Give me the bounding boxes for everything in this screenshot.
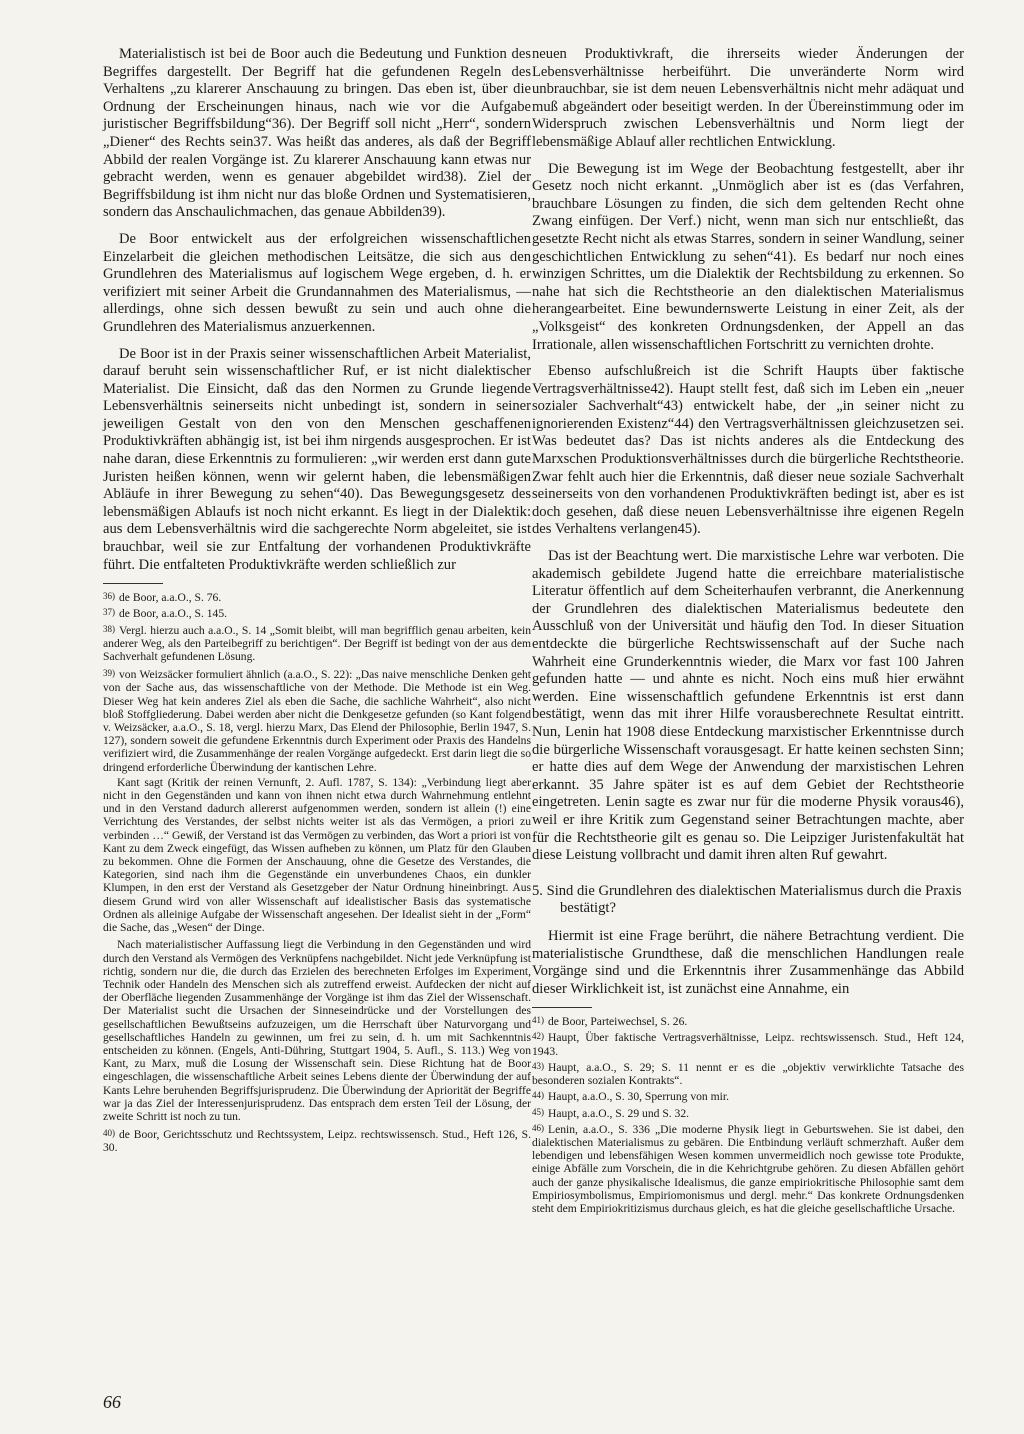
footnote (532, 1089, 964, 1103)
footnote-mark: 45) (532, 1106, 544, 1117)
footnote-mark: 42) (532, 1031, 544, 1042)
footnote (532, 1060, 964, 1087)
right-column (532, 46, 964, 1217)
footnote-text: de Boor, Parteiwechsel, S. 26. (548, 1015, 688, 1029)
footnote-mark: 38) (103, 623, 115, 634)
footnote-mark: 46) (532, 1122, 544, 1133)
paragraph: De Boor ist in der Praxis seiner wissenschaftlichen Arbeit Materialist, darauf beruht sein wissenschaftlicher Ruf, er ist nicht dialektischer Materialist. Die Einsicht, daß das den Normen zu Grunde liegende Lebensverhältnis seinerseits nicht unbedingt ist, sondern in seiner jeweiligen Gestalt von den von den Menschen geschaffenen Produktivkräften abhängig ist, ist bei ihm nirgends ausgesprochen. Er ist nahe daran, diese Erkenntnis zu formulieren: „wir werden erst dann gute Juristen heißen können, wenn wir gelernt haben, die lebensmäßigen Abläufe in ihrer Bewegung zu sehen“40). Das Bewegungsgesetz des lebensmäßigen Ablaufs ist noch nicht erkannt. Es liegt in der Dialektik: aus dem Lebensverhältnis wird die sachgerechte Norm abgeleitet, sie ist brauchbar, weil sie zur Entfaltung der vorhandenen Produktivkräfte führt. Die entfalteten Produktivkräfte werden schließlich zur (103, 345, 531, 573)
footnote (532, 1030, 964, 1057)
footnote (103, 667, 531, 774)
footnote-mark: 41) (532, 1015, 544, 1026)
footnote-text: de Boor, a.a.O., S. 145. (119, 607, 228, 621)
footnote (532, 1122, 964, 1215)
footnote-paragraph: Nach materialistischer Auffassung liegt die Verbindung in den Gegenständen und wird durch den Verstand als Vermögen des Verknüpfens nachgebildet. Nicht jede Verknüpfung ist richtig, sondern nur die, die durch das Erzielen des berechneten Erfolges im Experiment, Technik oder Handeln des Menschen sich als zutreffend erweist. Aufdecken der nicht auf der Oberfläche liegenden Zusammenhänge der Vorgänge ist ihm das Ziel der Wissenschaft. Der Materialist sucht die Ursachen der Sinneseindrücke und der Vorstellungen des gesellschaftlichen Bewußtseins aufzuzeigen, um die Herrschaft über Naturvorgang und gesellschaftliches Handeln zu gewinnen, um frei zu sein, d. h. um mit Sachkenntnis entscheiden zu können. (Engels, Anti-Dühring, Stuttgart 1904, 5. Aufl., S. 113.) Weg von Kant, zu Marx, muß die Losung der Wissenschaft sein. Diese Richtung hat de Boor eingeschlagen, die wissenschaftliche Arbeit seines Lebens diente der Überwindung der auf Kants Lehre beruhenden Begriffsjurisprudenz. Die Überwindung der Apriorität der Begriffe war ja das Ziel der Interessenjurisprudenz. Das entsprach dem ersten Teil der Lösung, der zweite Schritt ist noch zu tun. (103, 938, 532, 1123)
page-number: 66 (103, 1392, 121, 1412)
left-column (103, 46, 531, 1157)
footnote-divider (532, 1007, 592, 1008)
footnote-text: Haupt, a.a.O., S. 29 und S. 32. (548, 1106, 690, 1120)
footnote (103, 623, 531, 664)
paragraph: Das ist der Beachtung wert. Die marxistische Lehre war verboten. Die akademisch gebildete Jugend hatte die erreichbare materialistische Literatur öffentlich auf dem Scheiterhaufen verbrannt, die Anerkennung der Grundlehren des dialektischen Materialismus bedeutete den Ausschluß von der Universität und häufig den Tod. In dieser Situation entdeckte die bürgerliche Rechtswissenschaft auf der Suche nach Wahrheit eine Grunderkenntnis wieder, die Marx vor fast 100 Jahren gefunden hatte — und ahnte es nicht. Noch eins muß hier erwähnt werden. Eine wissenschaftlich gefundene Erkenntnis ist erst dann bestätigt, wenn das mit ihrer Hilfe vorausberechnete Resultat eintritt. Nun, Lenin hat 1908 diese Entdeckung marxistischer Erkenntnisse durch die bürgerliche Wissenschaft vorausgesagt. Er hatte keinen sechsten Sinn; er hatte dies auf dem Wege der Anwendung der marxistischen Lehren erkannt. 35 Jahre später ist es auf dem Gebiet der Rechtstheorie eingetreten. Lenin sagte es zwar nur für die moderne Physik voraus46), weil er ihre Kritik zum Gegenstand seiner Betrachtungen machte, aber für die Rechtstheorie gilt es genau so. Die Leipziger Juristenfakultät hat diese Leistung vollbracht und damit ihren alten Ruf gewahrt. (532, 548, 964, 864)
footnote-mark: 39) (103, 668, 115, 679)
footnote-text: Vergl. hierzu auch a.a.O., S. 14 „Somit bleibt, will man begrifflich genau arbeiten, kein anderer Weg, als den Parteibegriff zu berichtigen“. Der Begriff ist bedingt von der aus dem Sachverhalt gefundenen Lösung. (103, 623, 531, 664)
paragraph: Hiermit ist eine Frage berührt, die nähere Betrachtung verdient. Die materialistische Grundthese, daß die menschlichen Handlungen reale Vorgänge sind und die Erkenntnis ihrer Zusammenhänge das Abbild dieser Wirklichkeit ist, ist zunächst eine Annahme, ein (532, 927, 964, 997)
footnote-mark: 44) (532, 1090, 544, 1101)
footnote-paragraph: Kant sagt (Kritik der reinen Vernunft, 2. Aufl. 1787, S. 134): „Verbindung liegt aber nicht in den Gegenständen und kann von ihnen nicht etwa durch Wahrnehmung entlehnt und in den Verstand dadurch allererst aufgenommen werden, sondern ist allein (!) eine Verrichtung des Verstandes, der selbst nichts weiter ist als das Vermögen, a priori zu verbinden …“ Gewiß, der Verstand ist das Vermögen zu verbinden, das Wort a priori ist von Kant zu dem Zweck eingefügt, das Wissen aufheben zu können, um Platz für den Glauben zu bekommen. Ohne die Formen der Anschauung, ohne die Gesetze des Verstandes, die Kategorien, sind nach ihm die Gegenstände ein unverbundenes Chaos, ein dunkler Klumpen, in den erst der Verstand als Gesetzgeber der Natur Ordnung hineinbringt. Aus diesem Grund wird von aller Wissenschaft auf idealistischer Basis das systematische Ordnen als alleinige Aufgabe der Wissenschaft angesehen. Der Idealist sieht in der „Form“ die Sache, das „Wesen“ der Dinge. (103, 775, 531, 935)
footnote (532, 1106, 964, 1120)
footnote-divider (103, 583, 163, 584)
footnote-mark: 40) (103, 1128, 115, 1139)
footnote (103, 590, 531, 604)
footnote-text: Lenin, a.a.O., S. 336 „Die moderne Physik liegt in Geburtswehen. Sie ist dabei, den dialektischen Materialismus zu gebären. Die Entbindung verläuft schmerzhaft. Außer dem lebendigen und lebensfähigen Wesen kommen unvermeidlich noch gewisse tote Produkte, einige Abfälle zum Vorschein, die in die Kehrichtgrube gehören. Zu diesen Abfällen gehört auch der ganze physikalische Idealismus, die ganze empiriokritische Philosophie samt dem Empiriosymbolismus, Empiriomonismus und dergl. mehr.“ Das konkrete Ordnungsdenken steht dem Empiriokritizismus durchaus gleich, es hat die gleiche gesellschaftliche Ursache. (532, 1122, 964, 1215)
footnote-text: Haupt, a.a.O., S. 30, Sperrung von mir. (548, 1090, 729, 1104)
footnote (532, 1014, 964, 1028)
footnote-text: de Boor, a.a.O., S. 76. (119, 591, 222, 605)
footnote-text: de Boor, Gerichtsschutz und Rechtssystem, Leipz. rechtswissensch. Stud., Heft 126, S. 30. (103, 1128, 531, 1155)
footnote-mark: 43) (532, 1060, 544, 1071)
footnote-text: Haupt, Über faktische Vertragsverhältnisse, Leipz. rechtswissensch. Stud., Heft 124, 1943. (532, 1031, 964, 1058)
footnote-text: von Weizsäcker formuliert ähnlich (a.a.O., S. 22): „Das naive menschliche Denken geht von der Sache aus, das wissenschaftliche von der Methode. Die Methode ist ein Weg. Dieser Weg hat kein anderes Ziel als eben die Sache, die sachliche Wahrheit“, also nicht bloß Stoffgliederung. Dabei werden aber nicht die Denkgesetze gefunden (so Kant folgend v. Weizsäcker, a.a.O., S. 18, vergl. hierzu Marx, Das Elend der Philosophie, Berlin 1947, S. 127), sondern soweit die gefundene Erkenntnis durch Experiment oder Praxis des Handelns verifiziert wird, die Zusammenhänge der realen Vorgänge aufgedeckt. Erst darin liegt die so dringend erforderliche Überwindung der kantischen Lehre. (103, 668, 531, 774)
footnote-text: Haupt, a.a.O., S. 29; S. 11 nennt er es die „objektiv verwirklichte Tatsache des besonderen sozialen Kontrakts“. (532, 1060, 964, 1088)
paragraph: Ebenso aufschlußreich ist die Schrift Haupts über faktische Vertragsverhältnisse42). Haupt stellt fest, daß sich im Leben ein „neuer sozialer Sachverhalt“43) entwickelt habe, der „in seiner nicht zu ignorierenden Existenz“44) den Vertragsverhältnissen gleichzusetzen sei. Was bedeutet das? Das ist nichts anderes als die Entdeckung des Marxschen Produktionsverhältnisses durch die bürgerliche Rechtstheorie. Zwar fehlt auch hier die Erkenntnis, daß dieser neue soziale Sachverhalt seinerseits von den vorhandenen Produktivkräften bedingt ist, aber es ist doch gesehen, daß diese neuen Lebensverhältnisse ihre eigenen Regeln des Verhaltens verlangen45). (532, 363, 964, 538)
footnote (103, 1127, 531, 1154)
footnote (103, 606, 531, 620)
footnote-mark: 37) (103, 607, 115, 618)
paragraph: neuen Produktivkraft, die ihrerseits wieder Änderungen der Lebensverhältnisse herbeiführt. Die unveränderte Norm wird unbrauchbar, sie ist dem neuen Lebensverhältnis nicht mehr adäquat und muß abgeändert oder beseitigt werden. In der Übereinstimmung oder im Widerspruch zwischen Lebensverhältnis und Norm liegt der lebensmäßige Ablauf aller rechtlichen Entwicklung. (532, 46, 964, 150)
paragraph: Materialistisch ist bei de Boor auch die Bedeutung und Funktion des Begriffes dargestellt. Der Begriff hat die gefundenen Regeln des Verhaltens „zu klarerer Anschauung zu bringen. Das eben ist, über die Ordnung der Erscheinungen hinaus, nach wie vor die Aufgabe juristischer Begriffsbildung“36). Der Begriff soll nicht „Herr“, sondern „Diener“ des Rechts sein37. Was heißt das anderes, als daß der Begriff Abbild der realen Vorgänge ist. Zu klarerer Anschauung kann etwas nur gebracht werden, wenn es genauer abgebildet wird38). Ziel der Begriffsbildung ist ihm nicht nur das bloße Ordnen und Systematisieren, sondern das Anschaulichmachen, das genaue Abbilden39). (103, 46, 531, 221)
paragraph: De Boor entwickelt aus der erfolgreichen wissenschaftlichen Einzelarbeit die gleichen methodischen Leitsätze, die sich aus den Grundlehren des Materialismus auf logischem Wege ergeben, d. h. er verifiziert mit seiner Arbeit die Grundannahmen des Materialismus, — allerdings, ohne sich dessen bewußt zu sein und auch ohne die Grundlehren des Materialismus anzuerkennen. (103, 230, 531, 335)
footnote-mark: 36) (103, 591, 115, 602)
section-heading: 5. Sind die Grundlehren des dialektischen Materialismus durch die Praxis bestätigt? (532, 882, 962, 917)
paragraph: Die Bewegung ist im Wege der Beobachtung festgestellt, aber ihr Gesetz noch nicht erkannt. „Unmöglich aber ist es (das Verfahren, brauchbare Lösungen zu finden, die sich dem geltenden Recht ohne Zwang einfügen. Der Verf.) nicht, wenn man sich nur entschließt, das gesetzte Recht nicht als etwas Starres, sondern in seiner Wandlung, seiner geschichtlichen Entwicklung zu sehen“41). Es bedarf nur noch eines winzigen Schrittes, um die Dialektik der Rechtsbildung zu erkennen. So nahe hat sich die Rechtstheorie an den dialektischen Materialismus herangearbeitet. Eine bewundernswerte Leistung in einer Zeit, als der „Volksgeist“ des konkreten Ordnungsdenken, der Appell an das Irrationale, allen wissenschaftlichen Fortschritt zu vernichten drohte. (532, 160, 964, 353)
